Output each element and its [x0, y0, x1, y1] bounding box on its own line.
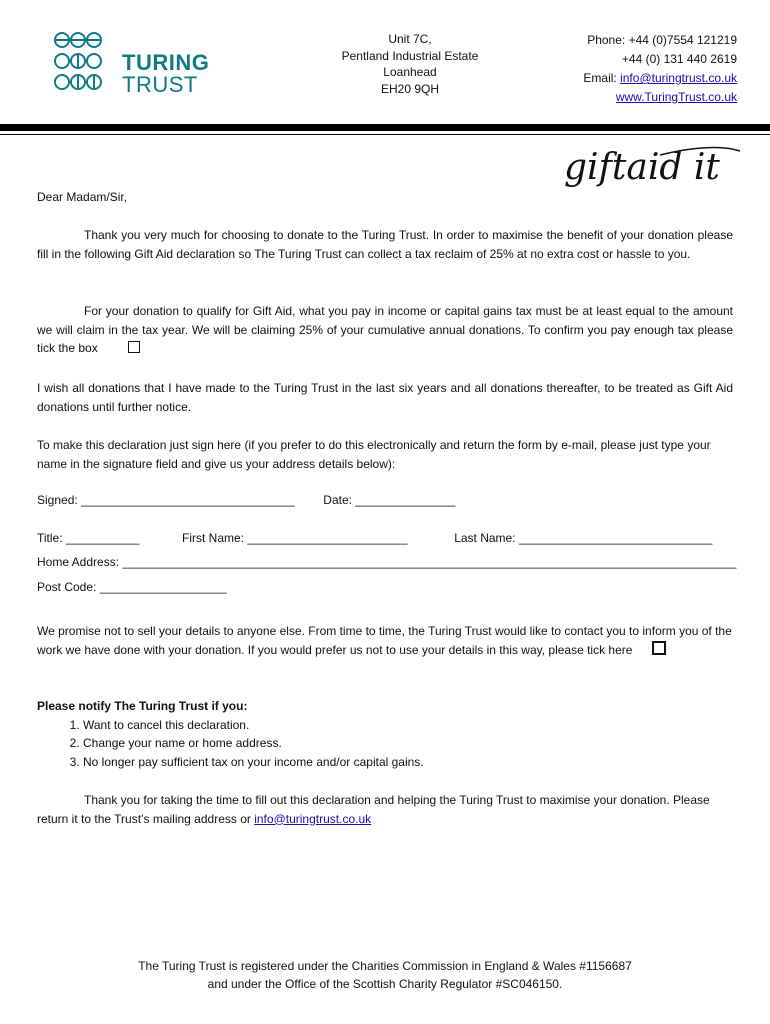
contact-block: [583, 31, 737, 107]
opt-out-checkbox[interactable]: [652, 641, 666, 655]
signature-field[interactable]: Signed: ________________________________: [37, 493, 295, 507]
declaration-paragraph: I wish all donations that I have made to the Turing Trust in the last six years and all donations thereafter, to be treated as Gift Aid donations until further notice.: [37, 381, 733, 414]
footer-line-2: and under the Office of the Scottish Charity Regulator #SC046150.: [207, 977, 563, 991]
intro-paragraph: Thank you very much for choosing to donate to the Turing Trust. In order to maximise the benefit of your donation please fill in the following Gift Aid declaration so The Turing Trust can collect a tax reclaim of 25% at no extra cost or hassle to you.: [37, 228, 733, 261]
trust-address: [320, 31, 500, 97]
email-line: [583, 69, 737, 88]
greeting: Dear Madam/Sir,: [37, 190, 128, 204]
last-name-field[interactable]: Last Name: _____________________________: [454, 531, 713, 545]
turing-trust-logo: [52, 30, 232, 96]
website-link[interactable]: www.TuringTrust.co.uk: [615, 90, 737, 104]
address-line: Pentland Industrial Estate: [341, 48, 479, 63]
footer-line-1: The Turing Trust is registered under the Charities Commission in England & Wales #1156687: [138, 959, 632, 973]
confirm-tax-checkbox[interactable]: [128, 341, 140, 353]
notify-heading: Please notify The Turing Trust if you:: [37, 699, 248, 713]
address-line: Loanhead: [383, 65, 437, 79]
post-code-field[interactable]: Post Code: ___________________: [37, 580, 227, 594]
phone-line: Phone: +44 (0)7554 121219: [587, 33, 737, 47]
privacy-paragraph: [37, 622, 733, 659]
date-field[interactable]: Date: _______________: [323, 493, 456, 507]
home-address-field[interactable]: Home Address: ____________________________________________________________________________________________: [37, 555, 737, 569]
phone-line-2: +44 (0) 131 440 2619: [621, 52, 737, 66]
turing-logo-icon: [52, 30, 118, 96]
logo-text-turing: TURING: [122, 50, 210, 75]
address-line: Unit 7C,: [388, 32, 432, 46]
header-divider-thin: [0, 134, 770, 135]
list-item: 3. No longer pay sufficient tax on your income and/or capital gains.: [83, 753, 733, 772]
first-name-field[interactable]: First Name: ________________________: [182, 531, 408, 545]
privacy-paragraph-text: We promise not to sell your details to anyone else. From time to time, the Turing Trust would like to contact you to inform you of the work we have done with your donation. If you would prefer us not to use your details in this way, please tick here: [37, 624, 732, 657]
closing-paragraph: [37, 791, 733, 828]
tax-paragraph-text: For your donation to qualify for Gift Aid, what you pay in income or capital gains tax must be at least equal to the amount we will claim in the tax year. We will be claiming 25% of your cumulative annual donations. To confirm you pay enough tax please tick the box: [37, 304, 733, 355]
list-item: 2. Change your name or home address.: [83, 734, 733, 753]
address-line: EH20 9QH: [380, 81, 440, 96]
title-field[interactable]: Title: ___________: [37, 531, 140, 545]
notify-list: [37, 716, 733, 772]
email-label: Email:: [583, 71, 621, 85]
list-item: 1. Want to cancel this declaration.: [83, 716, 733, 735]
email-link[interactable]: info@turingtrust.co.uk: [620, 71, 737, 85]
header-divider-thick: [0, 124, 770, 131]
tax-paragraph: [37, 302, 733, 358]
closing-text: Thank you for taking the time to fill out this declaration and helping the Turing Trust to maximise your donation. Please return it to the Trust’s mailing address or: [37, 793, 710, 826]
footer: [0, 957, 770, 993]
sign-instructions: To make this declaration just sign here (if you prefer to do this electronically and return the form by e-mail, please just type your name in the signature field and give us your address details below):: [37, 438, 711, 471]
giftaid-logo-text: giftaid it: [564, 147, 720, 188]
logo-text-trust: TRUST: [122, 72, 198, 97]
closing-email-link[interactable]: info@turingtrust.co.uk: [254, 811, 372, 826]
